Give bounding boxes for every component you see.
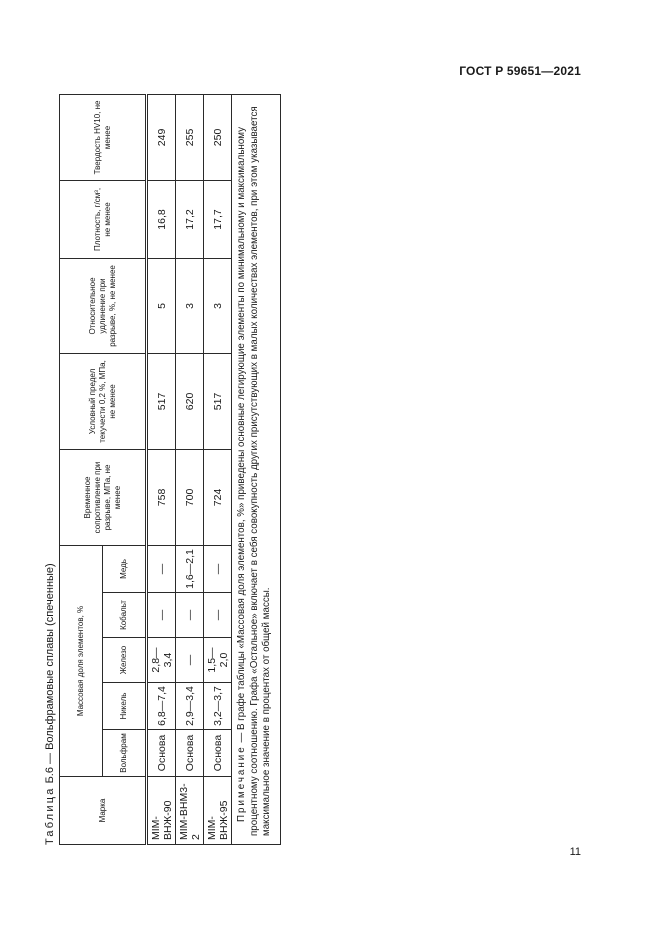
cell-nickel: 6,8—7,4 [147,683,176,730]
cell-tensile: 700 [176,449,204,545]
cell-density: 17,2 [176,180,204,258]
cell-hardness: 255 [176,94,204,180]
cell-grade: MIM-ВНМ3-2 [176,777,204,845]
cell-hardness: 249 [147,94,176,180]
table-row [147,94,176,844]
cell-iron: 1,5—2,0 [204,638,232,683]
header-tungsten: Вольфрам [103,730,147,777]
note-label: Примечание [236,745,247,822]
rotated-table-block [44,95,273,845]
header-density: Плотность, г/см³, не менее [60,180,147,258]
cell-iron: — [176,638,204,683]
table-caption [44,563,56,845]
cell-tungsten: Основа [176,730,204,777]
cell-iron: 2,8—3,4 [147,638,176,683]
cell-grade: MIM-ВНЖ-95 [204,777,232,845]
cell-copper: 1,6—2,1 [176,545,204,592]
cell-copper: — [147,545,176,592]
cell-cobalt: — [204,593,232,638]
header-tensile-strength: Временное сопротивление при разрыве, МПа, не менее [60,449,147,545]
header-mass-fraction: Массовая доля элементов, % [60,545,103,776]
cell-nickel: 2,9—3,4 [176,683,204,730]
page-number: 11 [569,846,581,858]
cell-cobalt: — [176,593,204,638]
cell-grade: MIM-ВНЖ-90 [147,777,176,845]
header-iron: Железо [103,638,147,683]
cell-elongation: 3 [176,258,204,353]
header-hardness: Твердость HV10, не менее [60,94,147,180]
cell-tungsten: Основа [147,730,176,777]
header-copper: Медь [103,545,147,592]
table-caption-prefix: Таблица [44,786,56,845]
table-row [204,94,232,844]
header-yield-strength: Условный предел текучести 0,2 %, МПа, не менее [60,353,147,449]
standard-designation: ГОСТ Р 59651—2021 [459,64,581,78]
cell-density: 17,7 [204,180,232,258]
note-text: — В графе таблицы «Массовая доля элементов, %» приведены основные легирующие элементы по минимальному и максимальному процентному соотношению. Графа «Остальное» включает в себя совокупность других присутствующих в малых количествах элементов, при этом указывается максимальное значение в процентах от общей массы. [236,106,273,836]
cell-tungsten: Основа [204,730,232,777]
cell-elongation: 3 [204,258,232,353]
header-nickel: Никель [103,683,147,730]
table-row [176,94,204,844]
cell-hardness: 250 [204,94,232,180]
cell-cobalt: — [147,593,176,638]
table-caption-title: Б.6 — Вольфрамовые сплавы (спеченные) [44,563,56,787]
cell-copper: — [204,545,232,592]
header-elongation: Относительное удлинение при разрыве, %, не менее [60,258,147,353]
cell-yield: 620 [176,353,204,449]
cell-nickel: 3,2—3,7 [204,683,232,730]
table-note-row [232,94,281,844]
cell-yield: 517 [147,353,176,449]
cell-yield: 517 [204,353,232,449]
header-cobalt: Кобальт [103,593,147,638]
cell-tensile: 758 [147,449,176,545]
cell-density: 16,8 [147,180,176,258]
header-grade: Марка [60,777,147,845]
cell-tensile: 724 [204,449,232,545]
table-note [232,94,281,844]
cell-elongation: 5 [147,258,176,353]
tungsten-alloys-table [59,94,281,845]
